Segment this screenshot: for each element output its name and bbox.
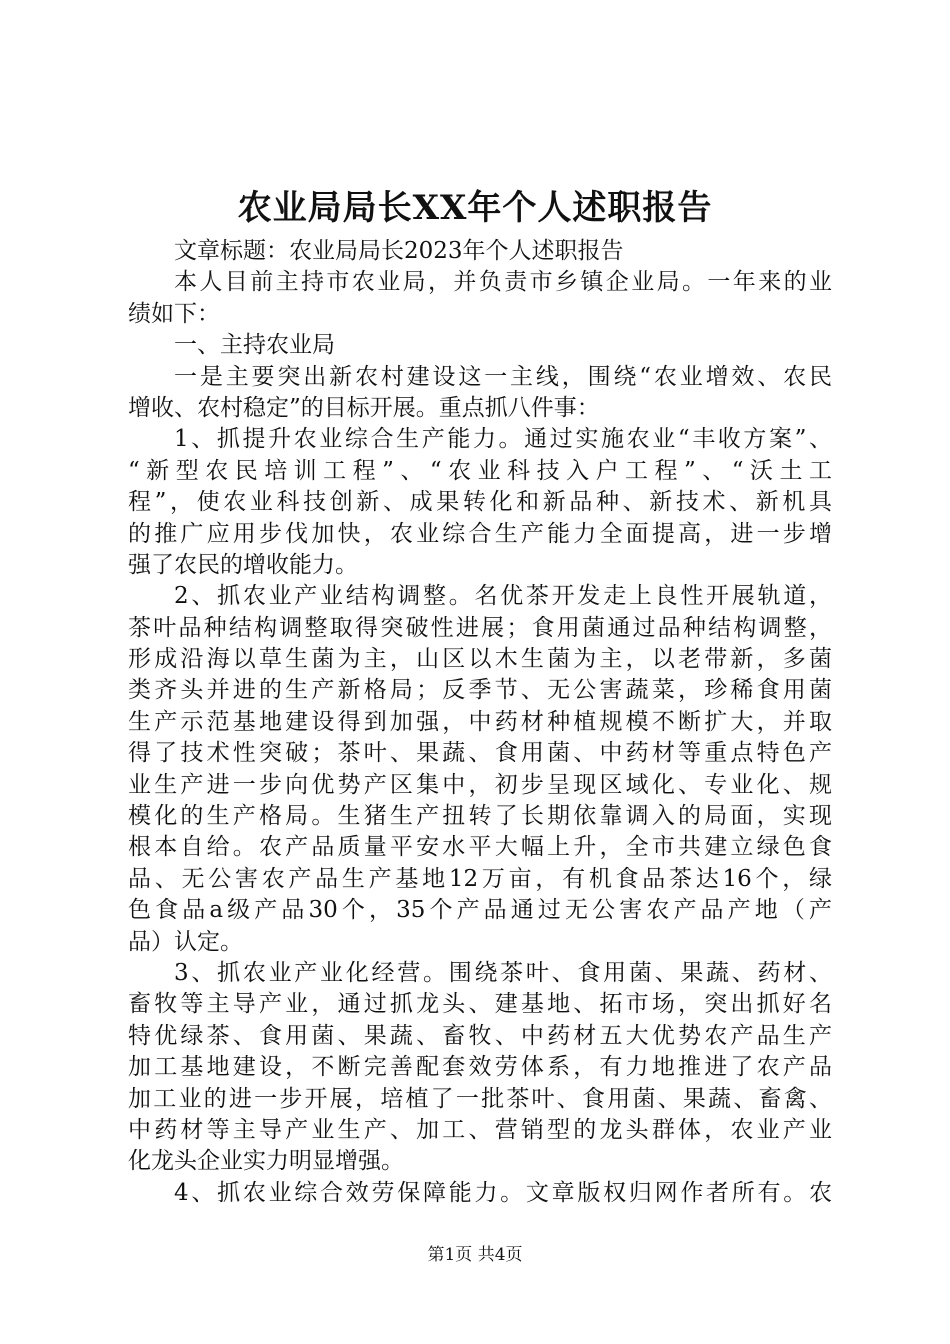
- paragraph-line: “新型农民培训工程”、“农业科技入户工程”、“沃土工: [128, 457, 832, 484]
- page-number-footer: 第1页 共4页: [427, 1245, 523, 1265]
- paragraph-line: 一是主要突出新农村建设这一主线，围绕“农业增效、农民: [174, 363, 832, 390]
- paragraph-line: 本人目前主持市农业局，并负责市乡镇企业局。一年来的业: [174, 269, 832, 296]
- document-title: 农业局局长XX年个人述职报告: [237, 188, 713, 228]
- paragraph-line: 绩如下：: [128, 300, 220, 327]
- paragraph-line: 特优绿茶、食用菌、果蔬、畜牧、中药材五大优势农产品生产: [128, 1022, 832, 1049]
- paragraph-line: 2、抓农业产业结构调整。名优茶开发走上良性开展轨道，: [174, 583, 832, 610]
- paragraph-line: 模化的生产格局。生猪生产扭转了长期依靠调入的局面，实现: [128, 803, 832, 830]
- paragraph-line: 增收、农村稳定”的目标开展。重点抓八件事：: [128, 394, 600, 421]
- paragraph-line: 的推广应用步伐加快，农业综合生产能力全面提高，进一步增: [128, 520, 832, 547]
- paragraph-line: 4、抓农业综合效劳保障能力。文章版权归网作者所有。农: [174, 1179, 832, 1206]
- paragraph-line: 一、主持农业局: [174, 332, 335, 359]
- paragraph-line: 化龙头企业实力明显增强。: [128, 1148, 404, 1175]
- paragraph-line: 强了农民的增收能力。: [128, 551, 358, 578]
- paragraph-line: 类齐头并进的生产新格局；反季节、无公害蔬菜，珍稀食用菌: [128, 677, 832, 704]
- paragraph-line: 程”，使农业科技创新、成果转化和新品种、新技术、新机具: [128, 489, 832, 516]
- paragraph-line: 形成沿海以草生菌为主，山区以木生菌为主，以老带新，多菌: [128, 646, 832, 673]
- paragraph-line: 生产示范基地建设得到加强，中药材种植规模不断扩大，并取: [128, 708, 832, 735]
- paragraph-line: 1、抓提升农业综合生产能力。通过实施农业“丰收方案”、: [174, 426, 832, 453]
- paragraph-line: 加工业的进一步开展，培植了一批茶叶、食用菌、果蔬、畜禽、: [128, 1085, 832, 1112]
- paragraph-line: 3、抓农业产业化经营。围绕茶叶、食用菌、果蔬、药材、: [174, 959, 832, 986]
- paragraph-line: 品）认定。: [128, 928, 243, 955]
- paragraph-line: 中药材等主导产业生产、加工、营销型的龙头群体，农业产业: [128, 1116, 832, 1143]
- paragraph-line: 加工基地建设，不断完善配套效劳体系，有力地推进了农产品: [128, 1054, 832, 1081]
- paragraph-line: 品、无公害农产品生产基地12万亩，有机食品茶达16个，绿: [128, 865, 832, 892]
- paragraph-line: 文章标题：农业局局长2023年个人述职报告: [174, 238, 624, 264]
- document-body: [128, 236, 832, 1209]
- paragraph-line: 得了技术性突破；茶叶、果蔬、食用菌、中药材等重点特色产: [128, 740, 832, 767]
- paragraph-line: 畜牧等主导产业，通过抓龙头、建基地、拓市场，突出抓好名: [128, 991, 832, 1018]
- paragraph-line: 业生产进一步向优势产区集中，初步呈现区域化、专业化、规: [128, 771, 832, 798]
- paragraph-line: 色食品a级产品30个，35个产品通过无公害农产品产地（产: [128, 897, 832, 924]
- paragraph-line: 根本自给。农产品质量平安水平大幅上升，全市共建立绿色食: [128, 834, 832, 861]
- paragraph-line: 茶叶品种结构调整取得突破性进展；食用菌通过品种结构调整，: [128, 614, 832, 641]
